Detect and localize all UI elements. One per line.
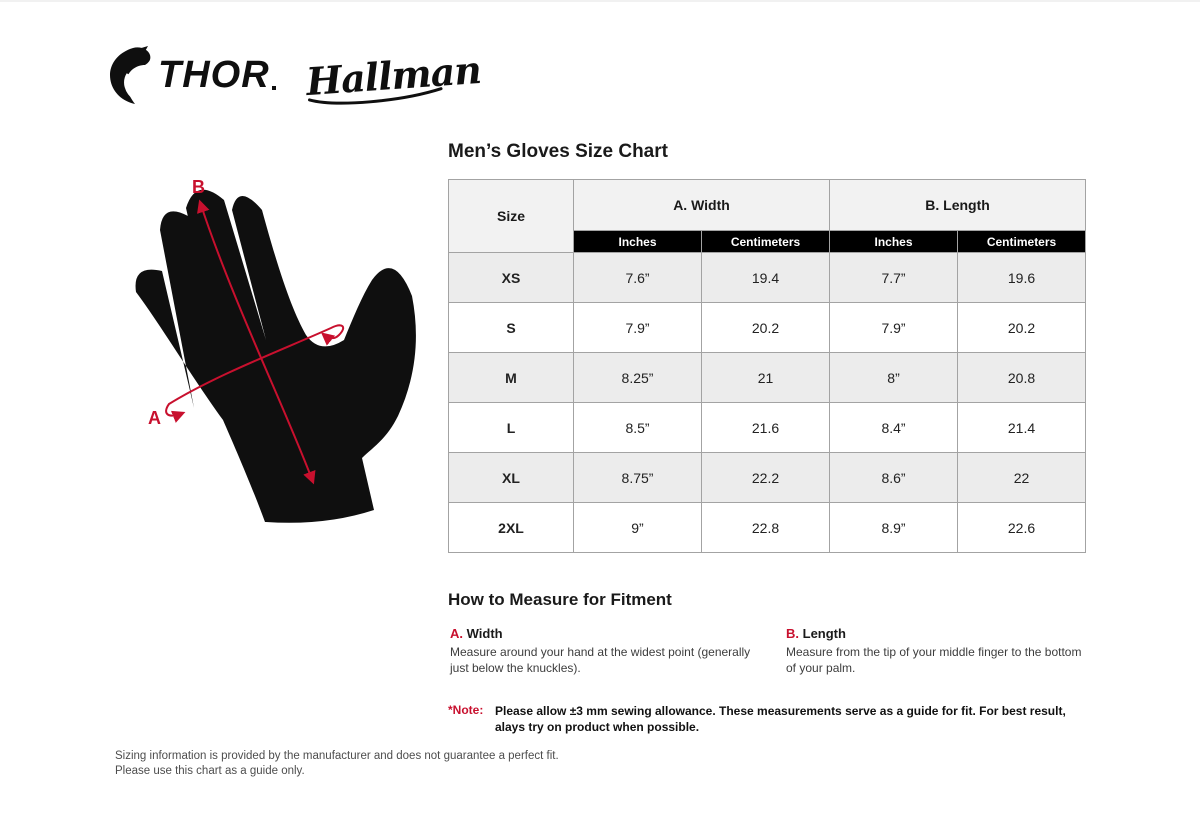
unit-header-width-centimeters: Centimeters <box>702 231 830 253</box>
table-row-l <box>449 403 1086 453</box>
length-inches-value: 8.6” <box>830 453 958 503</box>
size-label: M <box>449 353 574 403</box>
measure-width-heading <box>450 626 754 641</box>
thor-goat-icon <box>108 46 154 104</box>
unit-header-width-inches: Inches <box>574 231 702 253</box>
hand-silhouette <box>136 190 416 523</box>
col-group-length: B. Length <box>830 180 1086 231</box>
size-label: 2XL <box>449 503 574 553</box>
size-chart-table <box>448 179 1086 553</box>
thor-wordmark: THOR <box>158 54 270 96</box>
note-text: Please allow ±3 mm sewing allowance. These measurements serve as a guide for fit. For best result, alays try on product when possible. <box>495 704 1066 734</box>
width-inches-value: 8.25” <box>574 353 702 403</box>
size-label: S <box>449 303 574 353</box>
disclaimer-line-2: Please use this chart as a guide only. <box>115 765 305 777</box>
size-label: L <box>449 403 574 453</box>
measure-width-letter: A. <box>450 626 463 641</box>
length-cm-value: 20.8 <box>958 353 1086 403</box>
measure-width-description: Measure around your hand at the widest point (generally just below the knuckles). <box>450 645 751 675</box>
width-cm-value: 21.6 <box>702 403 830 453</box>
size-table-container <box>448 179 1086 553</box>
table-row-xs <box>449 253 1086 303</box>
unit-header-length-centimeters: Centimeters <box>958 231 1086 253</box>
width-inches-value: 8.5” <box>574 403 702 453</box>
width-inches-value: 7.9” <box>574 303 702 353</box>
sewing-allowance-note <box>448 703 1096 735</box>
measure-length-block <box>786 626 1082 676</box>
note-label: *Note: <box>448 703 484 717</box>
diagram-label-a: A <box>148 408 161 428</box>
measure-length-name: Length <box>802 626 846 641</box>
width-inches-value: 8.75” <box>574 453 702 503</box>
length-cm-value: 19.6 <box>958 253 1086 303</box>
col-header-size: Size <box>449 180 574 253</box>
length-inches-value: 8.9” <box>830 503 958 553</box>
sizing-disclaimer <box>115 749 559 779</box>
length-inches-value: 7.9” <box>830 303 958 353</box>
disclaimer-line-1: Sizing information is provided by the manufacturer and does not guarantee a perfect fit. <box>115 750 559 762</box>
table-row-2xl <box>449 503 1086 553</box>
length-cm-value: 21.4 <box>958 403 1086 453</box>
width-cm-value: 20.2 <box>702 303 830 353</box>
size-label: XS <box>449 253 574 303</box>
measure-length-letter: B. <box>786 626 799 641</box>
measure-width-name: Width <box>466 626 503 641</box>
measure-length-heading <box>786 626 1082 641</box>
table-row-m <box>449 353 1086 403</box>
length-cm-value: 20.2 <box>958 303 1086 353</box>
hallman-wordmark: Hallman <box>304 46 482 104</box>
page-title: Men’s Gloves Size Chart <box>448 141 668 162</box>
length-cm-value: 22 <box>958 453 1086 503</box>
width-cm-value: 19.4 <box>702 253 830 303</box>
brand-logos <box>108 46 481 104</box>
diagram-label-b: B <box>192 177 205 197</box>
thor-logo <box>108 46 276 104</box>
length-inches-value: 7.7” <box>830 253 958 303</box>
length-inches-value: 8.4” <box>830 403 958 453</box>
col-group-width: A. Width <box>574 180 830 231</box>
measure-width-block <box>450 626 754 676</box>
width-cm-value: 22.2 <box>702 453 830 503</box>
length-inches-value: 8” <box>830 353 958 403</box>
glove-measurement-diagram <box>120 172 440 552</box>
how-to-measure-section <box>448 590 1088 675</box>
table-row-xl <box>449 453 1086 503</box>
length-cm-value: 22.6 <box>958 503 1086 553</box>
unit-header-length-inches: Inches <box>830 231 958 253</box>
width-inches-value: 7.6” <box>574 253 702 303</box>
hallman-logo <box>304 46 482 103</box>
thor-trademark-dot <box>272 86 276 90</box>
size-label: XL <box>449 453 574 503</box>
width-cm-value: 22.8 <box>702 503 830 553</box>
how-to-measure-title: How to Measure for Fitment <box>448 590 672 609</box>
width-inches-value: 9” <box>574 503 702 553</box>
table-row-s <box>449 303 1086 353</box>
measure-length-description: Measure from the tip of your middle finger to the bottom of your palm. <box>786 645 1082 675</box>
width-cm-value: 21 <box>702 353 830 403</box>
